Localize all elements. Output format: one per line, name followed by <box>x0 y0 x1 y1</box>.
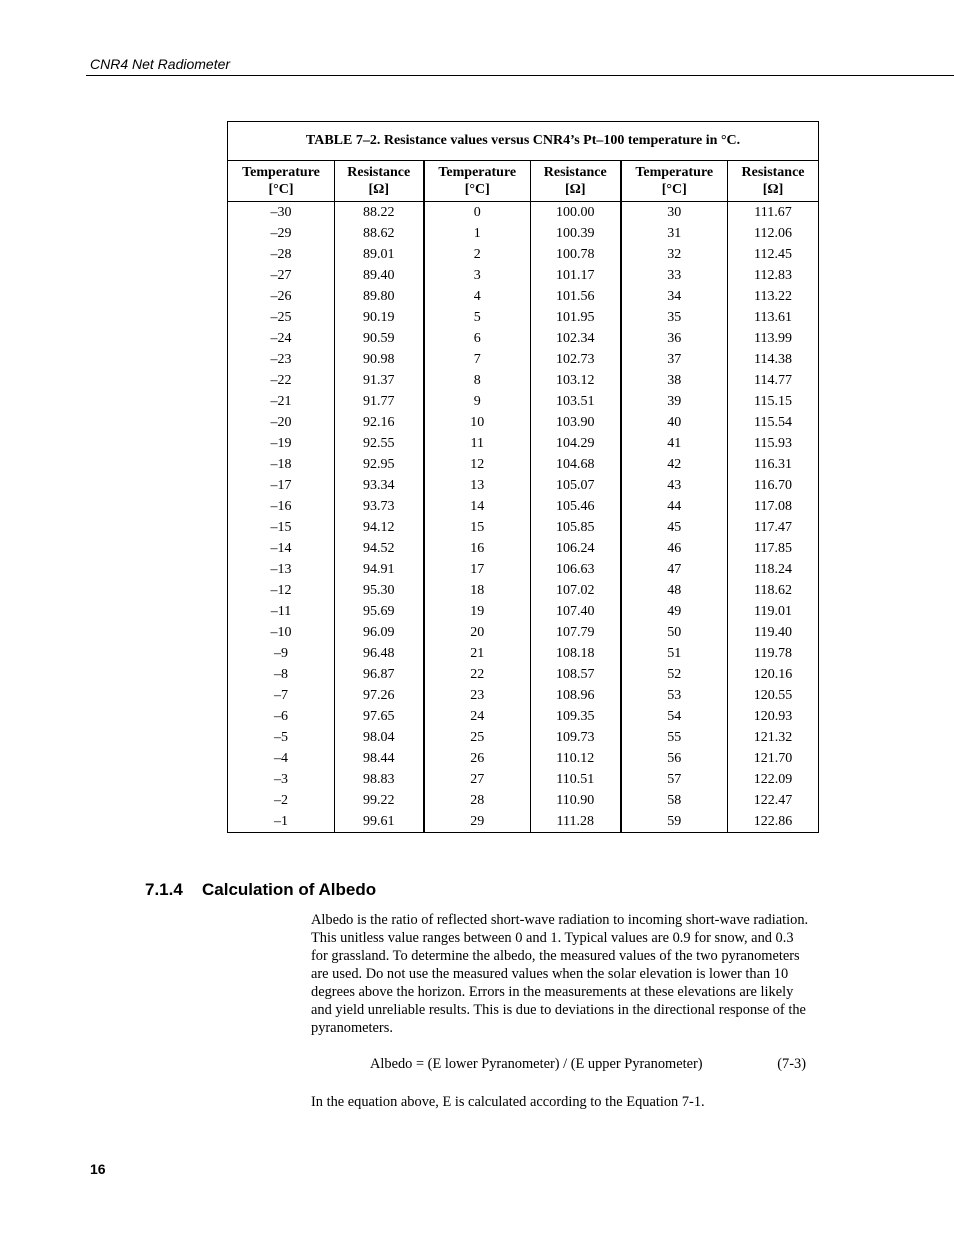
temperature-cell: –3 <box>228 769 335 790</box>
resistance-cell: 108.18 <box>531 643 621 664</box>
temperature-cell: 11 <box>424 433 531 454</box>
column-header-line: Temperature <box>635 165 714 180</box>
resistance-cell: 97.26 <box>335 685 424 706</box>
table-body <box>228 202 819 833</box>
resistance-cell: 111.28 <box>531 811 621 833</box>
equation-number: (7-3) <box>777 1056 806 1072</box>
column-header-line: [°C] <box>268 182 294 197</box>
temperature-cell: 32 <box>621 244 728 265</box>
resistance-cell: 96.87 <box>335 664 424 685</box>
resistance-cell: 88.62 <box>335 223 424 244</box>
resistance-table-container <box>227 121 818 833</box>
resistance-cell: 113.61 <box>728 307 819 328</box>
resistance-cell: 94.52 <box>335 538 424 559</box>
temperature-cell: 22 <box>424 664 531 685</box>
resistance-cell: 95.69 <box>335 601 424 622</box>
resistance-cell: 105.46 <box>531 496 621 517</box>
temperature-cell: 28 <box>424 790 531 811</box>
temperature-cell: 17 <box>424 559 531 580</box>
section-heading <box>145 880 376 900</box>
column-header-line: [Ω] <box>762 182 784 197</box>
temperature-cell: 57 <box>621 769 728 790</box>
resistance-cell: 100.78 <box>531 244 621 265</box>
temperature-cell: 38 <box>621 370 728 391</box>
column-header-line: [Ω] <box>564 182 586 197</box>
albedo-paragraph: Albedo is the ratio of reflected short-wave radiation to incoming short-wave radiation. This unitless value ranges between 0 and 1. Typical values are 0.9 for snow, and 0.3 for grassland. To determine the albedo, the measured values of the two pyranometers are used. Do not use the measured values when the solar elevation is lower than 10 degrees above the horizon. Errors in the measurements at these elevations are likely and yield unreliable results. This is due to deviations in the directional response of the pyranometers. <box>311 912 809 1036</box>
resistance-cell: 115.54 <box>728 412 819 433</box>
resistance-cell: 107.40 <box>531 601 621 622</box>
temperature-cell: 9 <box>424 391 531 412</box>
temperature-cell: –1 <box>228 811 335 833</box>
table-row <box>228 223 819 244</box>
temperature-cell: 59 <box>621 811 728 833</box>
table-row <box>228 664 819 685</box>
resistance-cell: 113.99 <box>728 328 819 349</box>
temperature-cell: –7 <box>228 685 335 706</box>
resistance-cell: 99.22 <box>335 790 424 811</box>
resistance-cell: 118.62 <box>728 580 819 601</box>
column-header-line: Resistance <box>347 165 411 180</box>
temperature-cell: 26 <box>424 748 531 769</box>
temperature-cell: –10 <box>228 622 335 643</box>
resistance-cell: 96.48 <box>335 643 424 664</box>
table-row <box>228 454 819 475</box>
resistance-cell: 90.98 <box>335 349 424 370</box>
resistance-cell: 101.95 <box>531 307 621 328</box>
table-row <box>228 328 819 349</box>
temperature-cell: –9 <box>228 643 335 664</box>
table-row <box>228 727 819 748</box>
temperature-cell: –12 <box>228 580 335 601</box>
resistance-cell: 110.90 <box>531 790 621 811</box>
temperature-cell: –17 <box>228 475 335 496</box>
temperature-cell: 5 <box>424 307 531 328</box>
resistance-cell: 93.34 <box>335 475 424 496</box>
column-header <box>424 161 531 202</box>
temperature-cell: 27 <box>424 769 531 790</box>
column-header-line: [°C] <box>464 182 490 197</box>
temperature-cell: 31 <box>621 223 728 244</box>
resistance-cell: 121.32 <box>728 727 819 748</box>
table-row <box>228 580 819 601</box>
temperature-cell: 12 <box>424 454 531 475</box>
temperature-cell: –11 <box>228 601 335 622</box>
resistance-cell: 119.01 <box>728 601 819 622</box>
resistance-cell: 92.95 <box>335 454 424 475</box>
resistance-cell: 89.80 <box>335 286 424 307</box>
temperature-cell: 18 <box>424 580 531 601</box>
resistance-cell: 104.68 <box>531 454 621 475</box>
temperature-cell: –26 <box>228 286 335 307</box>
temperature-cell: 36 <box>621 328 728 349</box>
temperature-cell: 23 <box>424 685 531 706</box>
resistance-cell: 90.59 <box>335 328 424 349</box>
temperature-cell: –2 <box>228 790 335 811</box>
temperature-cell: 41 <box>621 433 728 454</box>
resistance-cell: 103.90 <box>531 412 621 433</box>
temperature-cell: 1 <box>424 223 531 244</box>
table-row <box>228 811 819 833</box>
resistance-cell: 108.57 <box>531 664 621 685</box>
temperature-cell: 0 <box>424 202 531 224</box>
table-row <box>228 706 819 727</box>
equation-note-paragraph: In the equation above, E is calculated according to the Equation 7-1. <box>311 1094 705 1110</box>
temperature-cell: 37 <box>621 349 728 370</box>
table-row <box>228 307 819 328</box>
temperature-cell: 56 <box>621 748 728 769</box>
resistance-cell: 120.93 <box>728 706 819 727</box>
temperature-cell: 25 <box>424 727 531 748</box>
resistance-cell: 120.16 <box>728 664 819 685</box>
resistance-cell: 122.86 <box>728 811 819 833</box>
column-header <box>335 161 424 202</box>
table-row <box>228 286 819 307</box>
temperature-cell: 48 <box>621 580 728 601</box>
resistance-cell: 89.40 <box>335 265 424 286</box>
resistance-cell: 117.85 <box>728 538 819 559</box>
resistance-cell: 96.09 <box>335 622 424 643</box>
resistance-cell: 119.40 <box>728 622 819 643</box>
resistance-cell: 101.56 <box>531 286 621 307</box>
temperature-cell: –24 <box>228 328 335 349</box>
temperature-cell: 49 <box>621 601 728 622</box>
resistance-cell: 115.15 <box>728 391 819 412</box>
temperature-cell: –28 <box>228 244 335 265</box>
temperature-cell: –30 <box>228 202 335 224</box>
temperature-cell: 46 <box>621 538 728 559</box>
resistance-cell: 110.51 <box>531 769 621 790</box>
resistance-cell: 104.29 <box>531 433 621 454</box>
temperature-cell: 24 <box>424 706 531 727</box>
resistance-cell: 105.85 <box>531 517 621 538</box>
temperature-cell: 20 <box>424 622 531 643</box>
resistance-cell: 111.67 <box>728 202 819 224</box>
table-row <box>228 685 819 706</box>
temperature-cell: 51 <box>621 643 728 664</box>
resistance-cell: 112.06 <box>728 223 819 244</box>
resistance-cell: 91.77 <box>335 391 424 412</box>
resistance-cell: 103.51 <box>531 391 621 412</box>
temperature-cell: 45 <box>621 517 728 538</box>
resistance-cell: 109.73 <box>531 727 621 748</box>
table-row <box>228 643 819 664</box>
table-row <box>228 496 819 517</box>
temperature-cell: 39 <box>621 391 728 412</box>
table-row <box>228 475 819 496</box>
resistance-cell: 117.47 <box>728 517 819 538</box>
temperature-cell: 8 <box>424 370 531 391</box>
resistance-cell: 95.30 <box>335 580 424 601</box>
table-row <box>228 433 819 454</box>
temperature-cell: 58 <box>621 790 728 811</box>
column-header-line: Temperature <box>242 165 320 180</box>
resistance-cell: 93.73 <box>335 496 424 517</box>
resistance-cell: 102.73 <box>531 349 621 370</box>
resistance-cell: 122.47 <box>728 790 819 811</box>
table-row <box>228 517 819 538</box>
resistance-cell: 117.08 <box>728 496 819 517</box>
temperature-cell: –18 <box>228 454 335 475</box>
header-rule <box>86 75 954 76</box>
temperature-cell: –4 <box>228 748 335 769</box>
temperature-cell: 15 <box>424 517 531 538</box>
table-row <box>228 538 819 559</box>
temperature-cell: 2 <box>424 244 531 265</box>
column-header-line: [°C] <box>661 182 687 197</box>
column-header <box>728 161 819 202</box>
temperature-cell: 44 <box>621 496 728 517</box>
table-row <box>228 244 819 265</box>
resistance-cell: 91.37 <box>335 370 424 391</box>
resistance-table <box>227 121 819 833</box>
table-row <box>228 349 819 370</box>
resistance-cell: 106.24 <box>531 538 621 559</box>
resistance-cell: 109.35 <box>531 706 621 727</box>
table-row <box>228 790 819 811</box>
resistance-cell: 114.38 <box>728 349 819 370</box>
temperature-cell: 13 <box>424 475 531 496</box>
temperature-cell: 34 <box>621 286 728 307</box>
resistance-cell: 103.12 <box>531 370 621 391</box>
temperature-cell: –15 <box>228 517 335 538</box>
temperature-cell: 42 <box>621 454 728 475</box>
resistance-cell: 113.22 <box>728 286 819 307</box>
resistance-cell: 116.70 <box>728 475 819 496</box>
temperature-cell: –20 <box>228 412 335 433</box>
resistance-cell: 120.55 <box>728 685 819 706</box>
resistance-cell: 94.12 <box>335 517 424 538</box>
temperature-cell: –25 <box>228 307 335 328</box>
section-number: 7.1.4 <box>145 880 183 899</box>
temperature-cell: 50 <box>621 622 728 643</box>
column-header-line: Resistance <box>741 165 805 180</box>
table-row <box>228 391 819 412</box>
temperature-cell: 29 <box>424 811 531 833</box>
temperature-cell: 40 <box>621 412 728 433</box>
resistance-cell: 108.96 <box>531 685 621 706</box>
table-row <box>228 412 819 433</box>
temperature-cell: 6 <box>424 328 531 349</box>
equation-text: Albedo = (E lower Pyranometer) / (E upper Pyranometer) <box>370 1056 703 1072</box>
temperature-cell: 55 <box>621 727 728 748</box>
resistance-cell: 115.93 <box>728 433 819 454</box>
temperature-cell: –5 <box>228 727 335 748</box>
temperature-cell: –29 <box>228 223 335 244</box>
temperature-cell: 53 <box>621 685 728 706</box>
table-row <box>228 202 819 224</box>
temperature-cell: 19 <box>424 601 531 622</box>
temperature-cell: 7 <box>424 349 531 370</box>
temperature-cell: –16 <box>228 496 335 517</box>
column-header-line: Temperature <box>438 165 517 180</box>
table-row <box>228 622 819 643</box>
resistance-cell: 97.65 <box>335 706 424 727</box>
table-row <box>228 769 819 790</box>
resistance-cell: 112.83 <box>728 265 819 286</box>
table-row <box>228 559 819 580</box>
column-header-line: Resistance <box>543 165 607 180</box>
resistance-cell: 107.02 <box>531 580 621 601</box>
table-row <box>228 370 819 391</box>
resistance-cell: 102.34 <box>531 328 621 349</box>
temperature-cell: 21 <box>424 643 531 664</box>
column-header <box>621 161 728 202</box>
resistance-cell: 94.91 <box>335 559 424 580</box>
temperature-cell: –14 <box>228 538 335 559</box>
section-title: Calculation of Albedo <box>202 880 377 899</box>
resistance-cell: 122.09 <box>728 769 819 790</box>
resistance-cell: 114.77 <box>728 370 819 391</box>
resistance-cell: 116.31 <box>728 454 819 475</box>
temperature-cell: –13 <box>228 559 335 580</box>
column-header-line: [Ω] <box>368 182 390 197</box>
resistance-cell: 105.07 <box>531 475 621 496</box>
temperature-cell: –8 <box>228 664 335 685</box>
temperature-cell: 35 <box>621 307 728 328</box>
temperature-cell: 43 <box>621 475 728 496</box>
resistance-cell: 98.83 <box>335 769 424 790</box>
resistance-cell: 110.12 <box>531 748 621 769</box>
resistance-cell: 118.24 <box>728 559 819 580</box>
temperature-cell: 52 <box>621 664 728 685</box>
column-header <box>531 161 621 202</box>
temperature-cell: –27 <box>228 265 335 286</box>
resistance-cell: 100.00 <box>531 202 621 224</box>
temperature-cell: 10 <box>424 412 531 433</box>
resistance-cell: 119.78 <box>728 643 819 664</box>
temperature-cell: –21 <box>228 391 335 412</box>
resistance-cell: 100.39 <box>531 223 621 244</box>
table-caption: TABLE 7–2. Resistance values versus CNR4’s Pt–100 temperature in °C. <box>228 122 819 161</box>
albedo-equation <box>370 1055 806 1073</box>
resistance-cell: 98.44 <box>335 748 424 769</box>
resistance-cell: 92.16 <box>335 412 424 433</box>
resistance-cell: 106.63 <box>531 559 621 580</box>
temperature-cell: –6 <box>228 706 335 727</box>
page-number: 16 <box>90 1161 106 1177</box>
resistance-cell: 112.45 <box>728 244 819 265</box>
temperature-cell: 54 <box>621 706 728 727</box>
table-row <box>228 601 819 622</box>
temperature-cell: 14 <box>424 496 531 517</box>
column-header <box>228 161 335 202</box>
temperature-cell: 3 <box>424 265 531 286</box>
temperature-cell: 30 <box>621 202 728 224</box>
table-row <box>228 265 819 286</box>
temperature-cell: –23 <box>228 349 335 370</box>
temperature-cell: –22 <box>228 370 335 391</box>
temperature-cell: –19 <box>228 433 335 454</box>
temperature-cell: 33 <box>621 265 728 286</box>
resistance-cell: 98.04 <box>335 727 424 748</box>
resistance-cell: 99.61 <box>335 811 424 833</box>
resistance-cell: 107.79 <box>531 622 621 643</box>
resistance-cell: 92.55 <box>335 433 424 454</box>
resistance-cell: 90.19 <box>335 307 424 328</box>
running-header: CNR4 Net Radiometer <box>90 56 231 72</box>
temperature-cell: 47 <box>621 559 728 580</box>
resistance-cell: 88.22 <box>335 202 424 224</box>
table-row <box>228 748 819 769</box>
temperature-cell: 16 <box>424 538 531 559</box>
resistance-cell: 89.01 <box>335 244 424 265</box>
resistance-cell: 101.17 <box>531 265 621 286</box>
table-header-row <box>228 161 819 202</box>
resistance-cell: 121.70 <box>728 748 819 769</box>
temperature-cell: 4 <box>424 286 531 307</box>
